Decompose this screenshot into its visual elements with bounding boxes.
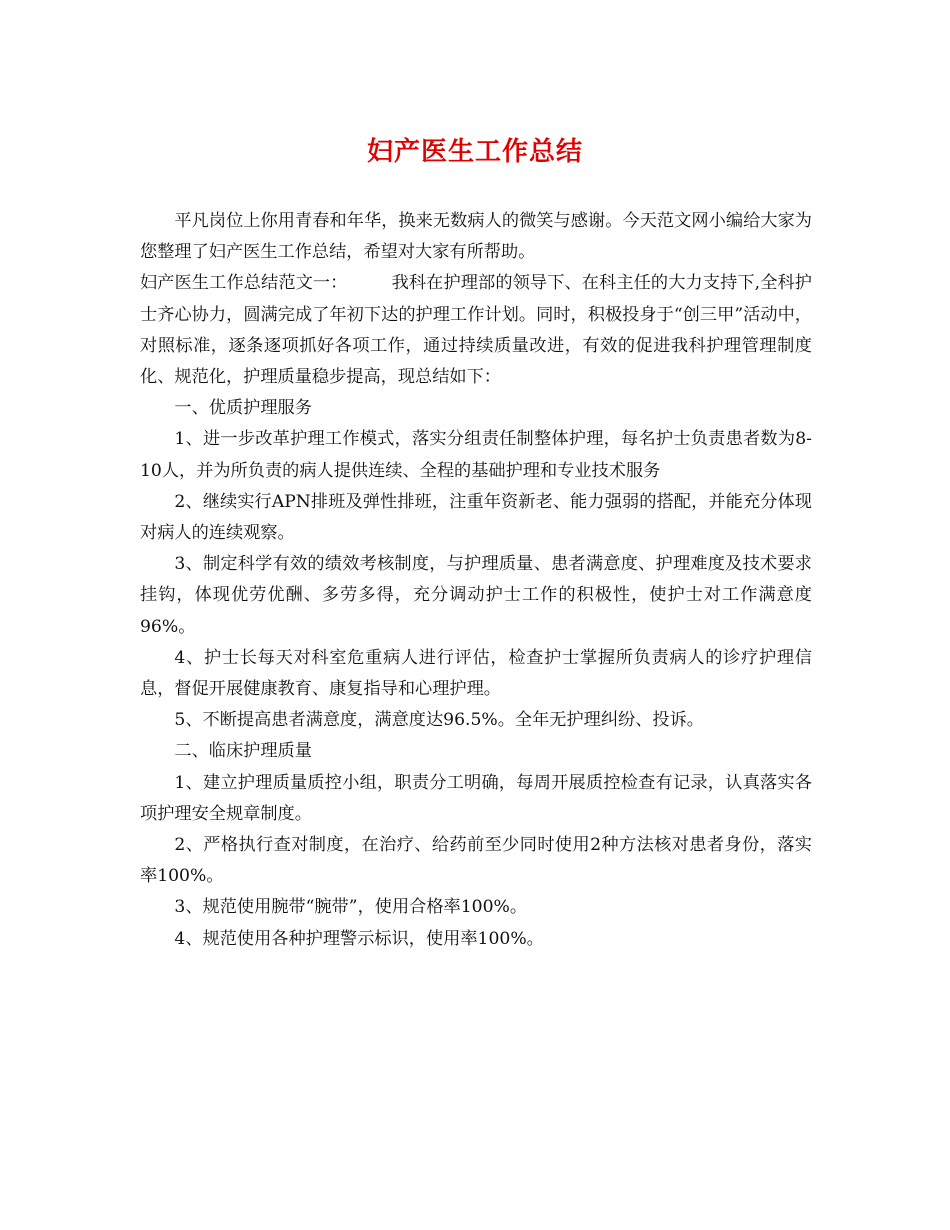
section-heading: 一、优质护理服务 — [174, 398, 312, 419]
list-item: 1、建立护理质量质控小组，职责分工明确，每周开展质控检查有记录，认真落实各项护理安全规章制度。 — [140, 772, 812, 824]
list-item: 4、护士长每天对科室危重病人进行评估，检查护士掌握所负责病人的诊疗护理信息，督促开展健康教育、康复指导和心理护理。 — [140, 647, 812, 700]
section-heading: 二、临床护理质量 — [174, 741, 312, 762]
sample-paragraph — [140, 268, 812, 393]
list-item: 2、严格执行查对制度，在治疗、给药前至少同时使用2种方法核对患者身份，落实率100%。 — [140, 835, 812, 887]
document-body — [140, 206, 812, 955]
list-item: 4、规范使用各种护理警示标识，使用率100%。 — [174, 928, 544, 949]
document-title: 妇产医生工作总结 — [366, 137, 583, 167]
list-item: 3、规范使用腕带“腕带”，使用合格率100%。 — [174, 897, 528, 918]
list-item: 3、制定科学有效的绩效考核制度，与护理质量、患者满意度、护理难度及技术要求挂钩，体现优劳优酬、多劳多得，充分调动护士工作的积极性，使护士对工作满意度96%。 — [140, 554, 812, 637]
sample-label: 妇产医生工作总结范文一： — [140, 273, 348, 294]
intro-paragraph: 平凡岗位上你用青春和年华，换来无数病人的微笑与感谢。今天范文网小编给大家为您整理了妇产医生工作总结，希望对大家有所帮助。 — [140, 211, 812, 263]
list-item: 2、继续实行APN排班及弹性排班，注重年资新老、能力强弱的搭配，并能充分体现对病人的连续观察。 — [140, 491, 812, 544]
list-item: 1、进一步改革护理工作模式，落实分组责任制整体护理，每名护士负责患者数为8-10人，并为所负责的病人提供连续、全程的基础护理和专业技术服务 — [140, 429, 812, 481]
list-item: 5、不断提高患者满意度，满意度达96.5%。全年无护理纠纷、投诉。 — [174, 710, 704, 731]
sample-text: 我科在护理部的领导下、在科主任的大力支持下,全科护士齐心协力，圆满完成了年初下达的护理工作计划。同时，积极投身于“创三甲”活动中，对照标准，逐条逐项抓好各项工作，通过持续质量改进，有效的促进我科护理管理制度化、规范化，护理质量稳步提高，现总结如下： — [140, 273, 812, 388]
